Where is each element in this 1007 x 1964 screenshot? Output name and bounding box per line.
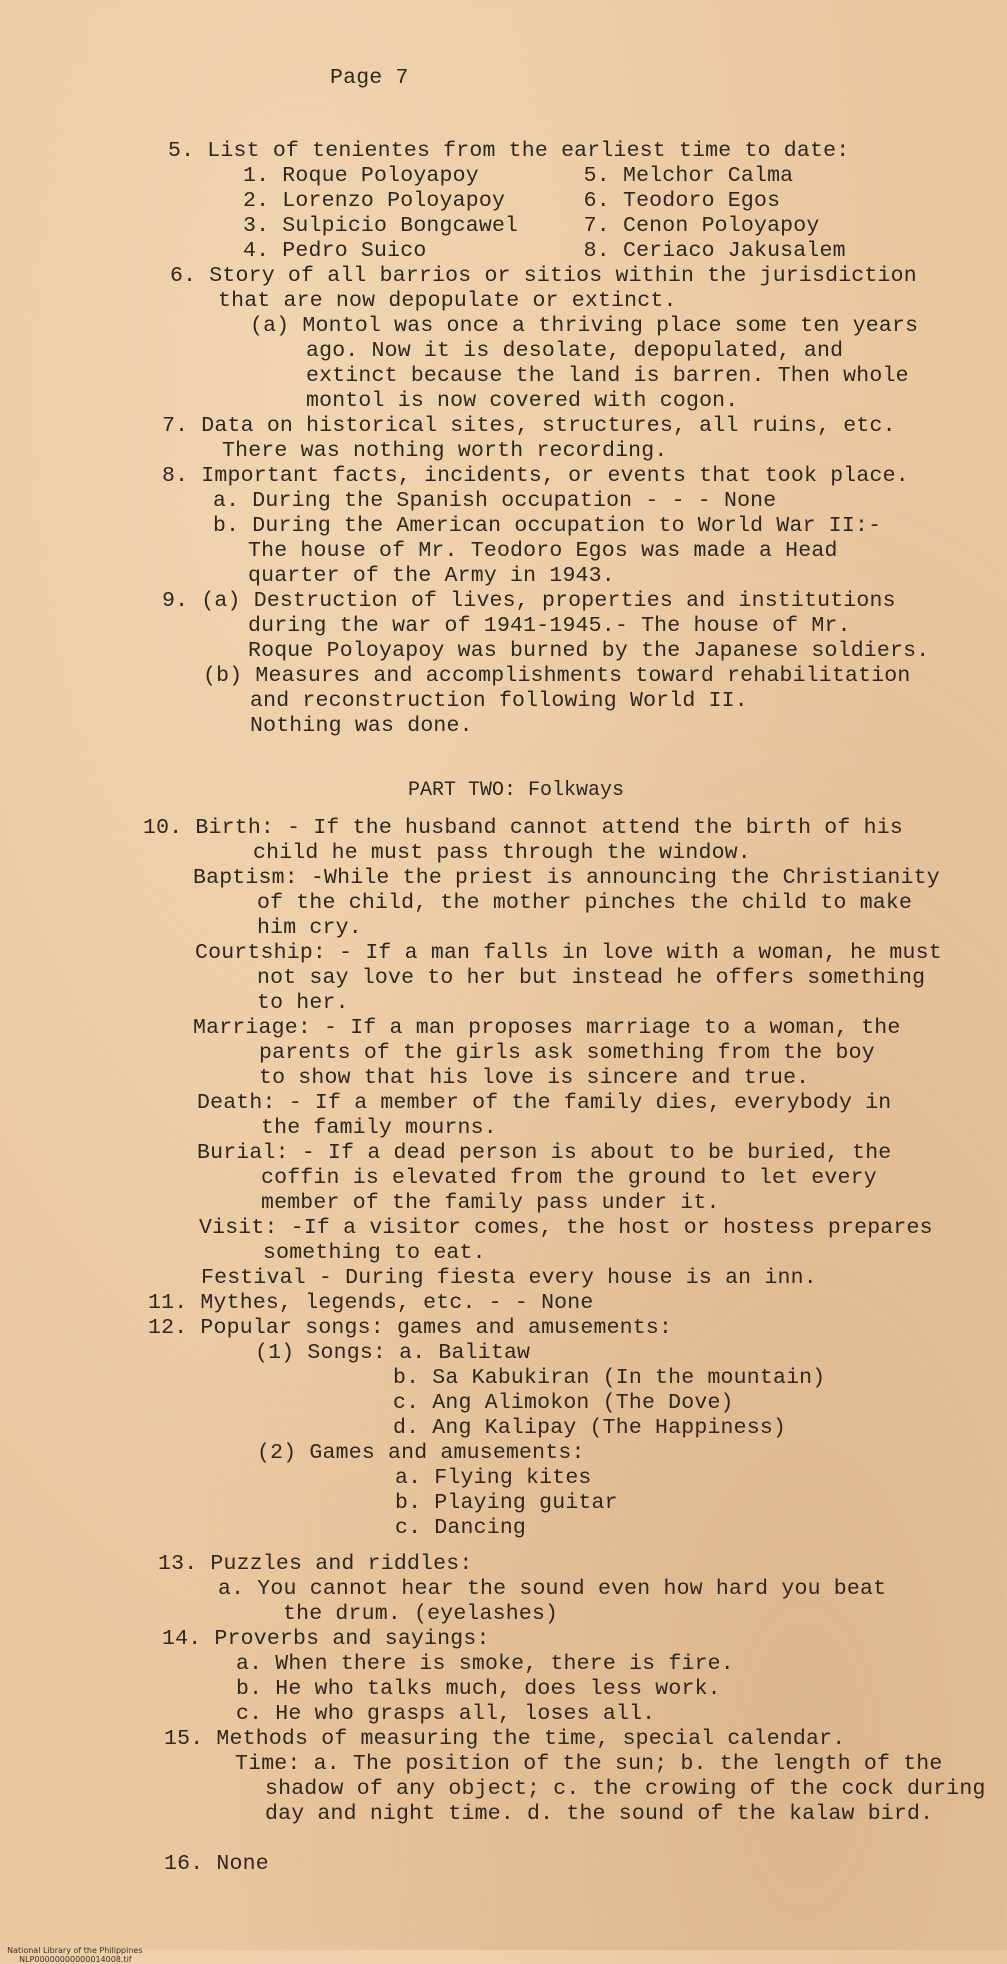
text-line: Festival - During fiesta every house is an inn. [201, 1266, 817, 1290]
text-line: parents of the girls ask something from the boy [259, 1041, 875, 1065]
text-line: of the child, the mother pinches the child to make [257, 891, 913, 915]
text-line: Visit: -If a visitor comes, the host or hostess prepares [199, 1216, 933, 1240]
text-line: to her. [257, 991, 349, 1015]
text-line: Burial: - If a dead person is about to be buried, the [197, 1141, 892, 1165]
text-line: not say love to her but instead he offers something [257, 966, 926, 990]
text-line: a. When there is smoke, there is fire. [236, 1652, 734, 1676]
text-line: b. He who talks much, does less work. [236, 1677, 721, 1701]
text-line: Marriage: - If a man proposes marriage to a woman, the [193, 1016, 901, 1040]
text-line: 16. None [164, 1852, 269, 1876]
text-line: the family mourns. [261, 1116, 497, 1140]
text-line: Time: a. The position of the sun; b. the length of the [235, 1752, 943, 1776]
text-line: (a) Montol was once a thriving place some ten years [250, 314, 919, 338]
text-line: a. During the Spanish occupation - - - None [213, 489, 777, 513]
text-line: c. He who grasps all, loses all. [236, 1702, 656, 1726]
text-line: The house of Mr. Teodoro Egos was made a Head [248, 539, 838, 563]
text-line: 1. Roque Poloyapoy 5. Melchor Calma [243, 164, 794, 188]
text-line: a. Flying kites [395, 1466, 592, 1490]
footer-credit [2, 1937, 149, 1964]
text-line: shadow of any object; c. the crowing of the cock during [265, 1777, 986, 1801]
text-line: 13. Puzzles and riddles: [158, 1552, 473, 1576]
text-line: quarter of the Army in 1943. [248, 564, 615, 588]
text-line: Nothing was done. [250, 714, 473, 738]
text-line: 4. Pedro Suico 8. Ceriaco Jakusalem [243, 239, 846, 263]
text-line: a. You cannot hear the sound even how hard you beat [218, 1577, 887, 1601]
text-line: member of the family pass under it. [261, 1191, 720, 1215]
footer-filename: NLP00000000000014008.tif [19, 1955, 132, 1964]
text-line: to show that his love is sincere and true. [259, 1066, 810, 1090]
text-line: 9. (a) Destruction of lives, properties and institutions [162, 589, 896, 613]
text-line: 12. Popular songs: games and amusements: [148, 1316, 673, 1340]
footer-library: National Library of the Philippines [7, 1946, 143, 1955]
text-line: 14. Proverbs and sayings: [162, 1627, 490, 1651]
text-line: 2. Lorenzo Poloyapoy 6. Teodoro Egos [243, 189, 781, 213]
page-number: Page 7 [330, 66, 409, 90]
text-line: day and night time. d. the sound of the kalaw bird. [265, 1802, 934, 1826]
text-line: Roque Poloyapoy was burned by the Japanese soldiers. [248, 639, 930, 663]
text-line: b. Playing guitar [395, 1491, 618, 1515]
text-line: child he must pass through the window. [253, 841, 751, 865]
text-line: 10. Birth: - If the husband cannot attend the birth of his [143, 816, 903, 840]
text-line: something to eat. [263, 1241, 486, 1265]
text-line: 15. Methods of measuring the time, special calendar. [164, 1727, 846, 1751]
text-line: c. Dancing [395, 1516, 527, 1540]
text-line: c. Ang Alimokon (The Dove) [393, 1391, 734, 1415]
text-line: (b) Measures and accomplishments toward rehabilitation [203, 664, 911, 688]
text-line: Baptism: -While the priest is announcing the Christianity [193, 866, 940, 890]
text-line: Courtship: - If a man falls in love with a woman, he must [195, 941, 942, 965]
text-line: that are now depopulate or extinct. [218, 289, 677, 313]
text-line: the drum. (eyelashes) [283, 1602, 559, 1626]
text-line: montol is now covered with cogon. [306, 389, 739, 413]
text-line: 3. Sulpicio Bongcawel 7. Cenon Poloyapoy [243, 214, 820, 238]
text-line: b. During the American occupation to World War II:- [213, 514, 882, 538]
text-line: There was nothing worth recording. [222, 439, 668, 463]
text-line: 5. List of tenientes from the earliest time to date: [168, 139, 850, 163]
text-line: b. Sa Kabukiran (In the mountain) [393, 1366, 826, 1390]
text-line: 8. Important facts, incidents, or events that took place. [162, 464, 909, 488]
text-line: him cry. [257, 916, 362, 940]
text-line: (1) Songs: a. Balitaw [255, 1341, 531, 1365]
text-line: (2) Games and amusements: [257, 1441, 585, 1465]
text-line: coffin is elevated from the ground to let every [261, 1166, 877, 1190]
text-line: and reconstruction following World II. [250, 689, 748, 713]
text-line: 7. Data on historical sites, structures, all ruins, etc. [162, 414, 896, 438]
text-line: 6. Story of all barrios or sitios within the jurisdiction [170, 264, 917, 288]
text-line: d. Ang Kalipay (The Happiness) [393, 1416, 787, 1440]
text-line: Death: - If a member of the family dies, everybody in [197, 1091, 892, 1115]
text-line: during the war of 1941-1945.- The house of Mr. [248, 614, 851, 638]
text-line: 11. Mythes, legends, etc. - - None [148, 1291, 594, 1315]
text-line: ago. Now it is desolate, depopulated, and [306, 339, 844, 363]
section-heading-part-two: PART TWO: Folkways [408, 779, 625, 802]
text-line: extinct because the land is barren. Then whole [306, 364, 909, 388]
